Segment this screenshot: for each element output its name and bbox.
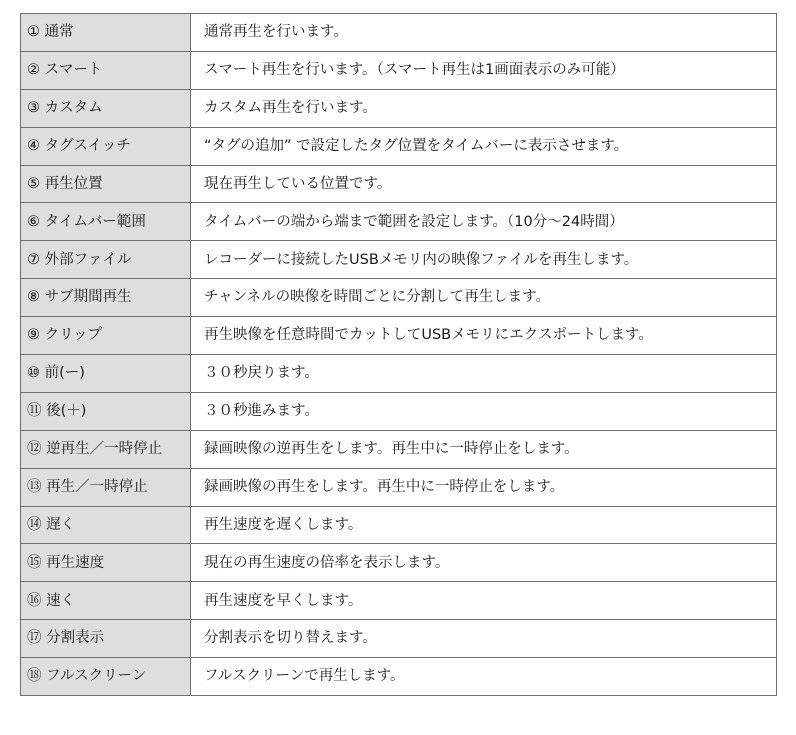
table-row [21,582,777,620]
row-label: ⑰ 分割表示 [21,620,191,658]
row-label: ① 通常 [21,14,191,52]
row-description: カスタム再生を行います。 [191,89,777,127]
table-row [21,430,777,468]
row-description: 再生速度を早くします。 [191,582,777,620]
table-row [21,506,777,544]
table-row [21,89,777,127]
row-label: ② スマート [21,51,191,89]
row-label: ③ カスタム [21,89,191,127]
table-row [21,165,777,203]
table-row [21,241,777,279]
row-description: 録画映像の再生をします。再生中に一時停止をします。 [191,468,777,506]
row-label: ⑪ 後(＋) [21,392,191,430]
row-description: 通常再生を行います。 [191,14,777,52]
table-row [21,392,777,430]
row-description: チャンネルの映像を時間ごとに分割して再生します。 [191,279,777,317]
table-row [21,620,777,658]
row-label: ⑨ クリップ [21,317,191,355]
row-description: スマート再生を行います。（スマート再生は1画面表示のみ可能） [191,51,777,89]
row-description: ３０秒進みます。 [191,392,777,430]
row-description: ３０秒戻ります。 [191,355,777,393]
table-row [21,317,777,355]
row-label: ④ タグスイッチ [21,127,191,165]
row-label: ⑯ 速く [21,582,191,620]
row-label: ⑤ 再生位置 [21,165,191,203]
row-label: ⑮ 再生速度 [21,544,191,582]
table-row [21,203,777,241]
row-description: 録画映像の逆再生をします。再生中に一時停止をします。 [191,430,777,468]
row-description: “タグの追加” で設定したタグ位置をタイムバーに表示させます。 [191,127,777,165]
row-description: レコーダーに接続したUSBメモリ内の映像ファイルを再生します。 [191,241,777,279]
table-body [21,14,777,696]
row-description: タイムバーの端から端まで範囲を設定します。（10分〜24時間） [191,203,777,241]
row-description: フルスクリーンで再生します。 [191,658,777,696]
table-row [21,544,777,582]
playback-controls-table [20,13,777,696]
row-label: ⑬ 再生／一時停止 [21,468,191,506]
row-description: 現在再生している位置です。 [191,165,777,203]
table-row [21,355,777,393]
row-label: ⑭ 遅く [21,506,191,544]
table-row [21,14,777,52]
row-label: ⑱ フルスクリーン [21,658,191,696]
row-description: 再生映像を任意時間でカットしてUSBメモリにエクスポートします。 [191,317,777,355]
row-label: ⑫ 逆再生／一時停止 [21,430,191,468]
row-label: ⑧ サブ期間再生 [21,279,191,317]
table-row [21,658,777,696]
row-label: ⑥ タイムバー範囲 [21,203,191,241]
table-row [21,51,777,89]
row-label: ⑦ 外部ファイル [21,241,191,279]
row-description: 再生速度を遅くします。 [191,506,777,544]
playback-controls-table-container [20,13,776,696]
table-row [21,279,777,317]
row-description: 現在の再生速度の倍率を表示します。 [191,544,777,582]
row-label: ⑩ 前(ー) [21,355,191,393]
table-row [21,468,777,506]
table-row [21,127,777,165]
row-description: 分割表示を切り替えます。 [191,620,777,658]
